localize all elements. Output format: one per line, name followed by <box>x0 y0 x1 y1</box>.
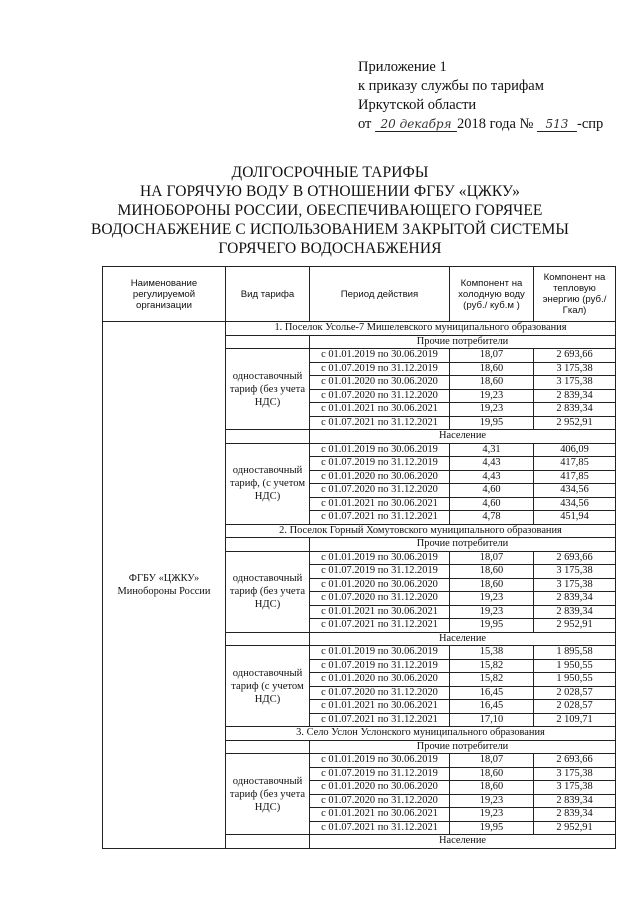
cold-water-cell: 18,60 <box>450 565 534 579</box>
period-cell: с 01.01.2021 по 30.06.2021 <box>310 700 450 714</box>
cold-water-cell: 15,38 <box>450 646 534 660</box>
cold-water-cell: 19,23 <box>450 592 534 606</box>
heat-energy-cell: 2 839,34 <box>534 592 616 606</box>
appendix-region-line: Иркутской области <box>358 97 477 113</box>
period-cell: с 01.07.2019 по 31.12.2019 <box>310 362 450 376</box>
cold-water-cell: 18,60 <box>450 578 534 592</box>
handwritten-date: 20 декабря <box>375 118 457 132</box>
period-cell: с 01.01.2021 по 30.06.2021 <box>310 605 450 619</box>
cold-water-cell: 19,23 <box>450 605 534 619</box>
section-title: 3. Село Услон Услонского муниципального образования <box>226 727 616 741</box>
group-blank-cell <box>226 835 310 849</box>
cold-water-cell: 4,60 <box>450 497 534 511</box>
period-cell: с 01.07.2020 по 31.12.2020 <box>310 592 450 606</box>
appendix-order-line: к приказу службы по тарифам <box>358 78 544 94</box>
document-title <box>60 163 600 258</box>
cold-water-cell: 19,23 <box>450 808 534 822</box>
cold-water-cell: 18,07 <box>450 551 534 565</box>
heat-energy-cell: 3 175,38 <box>534 578 616 592</box>
group-blank-cell <box>226 740 310 754</box>
heat-energy-cell: 2 693,66 <box>534 754 616 768</box>
heat-energy-cell: 2 028,57 <box>534 700 616 714</box>
cold-water-cell: 18,60 <box>450 362 534 376</box>
period-cell: с 01.07.2020 по 31.12.2020 <box>310 686 450 700</box>
handwritten-number: 513 <box>537 118 577 132</box>
period-cell: с 01.07.2020 по 31.12.2020 <box>310 794 450 808</box>
period-cell: с 01.01.2020 по 30.06.2020 <box>310 470 450 484</box>
period-cell: с 01.01.2019 по 30.06.2019 <box>310 443 450 457</box>
order-suffix: -спр <box>576 116 604 132</box>
cold-water-cell: 18,60 <box>450 781 534 795</box>
heat-energy-cell: 2 839,34 <box>534 605 616 619</box>
cold-water-cell: 4,43 <box>450 470 534 484</box>
tariff-type-cell: одноставочный тариф (без учета НДС) <box>226 349 310 430</box>
period-cell: с 01.01.2020 по 30.06.2020 <box>310 376 450 390</box>
heat-energy-cell: 434,56 <box>534 484 616 498</box>
group-blank-cell <box>226 538 310 552</box>
heat-energy-cell: 2 839,34 <box>534 808 616 822</box>
cold-water-cell: 19,95 <box>450 821 534 835</box>
heat-energy-cell: 3 175,38 <box>534 767 616 781</box>
title-line-1: ДОЛГОСРОЧНЫЕ ТАРИФЫ <box>231 164 429 181</box>
heat-energy-cell: 1 895,58 <box>534 646 616 660</box>
group-title: Прочие потребители <box>310 740 616 754</box>
period-cell: с 01.01.2020 по 30.06.2020 <box>310 781 450 795</box>
year-text: 2018 года № <box>457 116 534 132</box>
cold-water-cell: 19,23 <box>450 389 534 403</box>
cold-water-cell: 19,23 <box>450 403 534 417</box>
group-title: Население <box>310 835 616 849</box>
section-title: 1. Поселок Усолье-7 Мишелевского муниципального образования <box>226 322 616 336</box>
heat-energy-cell: 434,56 <box>534 497 616 511</box>
period-cell: с 01.01.2019 по 30.06.2019 <box>310 349 450 363</box>
heat-energy-cell: 2 109,71 <box>534 713 616 727</box>
appendix-block <box>358 58 603 134</box>
heat-energy-cell: 451,94 <box>534 511 616 525</box>
period-cell: с 01.07.2019 по 31.12.2019 <box>310 565 450 579</box>
header-cold-water: Компонент на холодную воду (руб./ куб.м ) <box>450 267 534 322</box>
date-prefix: от <box>358 116 372 132</box>
heat-energy-cell: 417,85 <box>534 457 616 471</box>
section-title: 2. Поселок Горный Хомутовского муниципального образования <box>226 524 616 538</box>
period-cell: с 01.07.2019 по 31.12.2019 <box>310 767 450 781</box>
appendix-date-line <box>358 115 603 134</box>
cold-water-cell: 16,45 <box>450 700 534 714</box>
title-line-4: ВОДОСНАБЖЕНИЕ С ИСПОЛЬЗОВАНИЕМ ЗАКРЫТОЙ СИСТЕМЫ <box>90 221 570 238</box>
title-line-3: МИНОБОРОНЫ РОССИИ, ОБЕСПЕЧИВАЮЩЕГО ГОРЯЧЕЕ <box>117 202 543 219</box>
period-cell: с 01.01.2019 по 30.06.2019 <box>310 551 450 565</box>
heat-energy-cell: 406,09 <box>534 443 616 457</box>
period-cell: с 01.01.2021 по 30.06.2021 <box>310 808 450 822</box>
cold-water-cell: 18,60 <box>450 767 534 781</box>
cold-water-cell: 19,23 <box>450 794 534 808</box>
heat-energy-cell: 2 839,34 <box>534 389 616 403</box>
tariff-type-cell: одноставочный тариф, (с учетом НДС) <box>226 443 310 524</box>
cold-water-cell: 18,07 <box>450 754 534 768</box>
group-title: Прочие потребители <box>310 538 616 552</box>
group-title: Население <box>310 632 616 646</box>
cold-water-cell: 19,95 <box>450 416 534 430</box>
cold-water-cell: 17,10 <box>450 713 534 727</box>
heat-energy-cell: 2 952,91 <box>534 821 616 835</box>
header-tariff-type: Вид тарифа <box>226 267 310 322</box>
heat-energy-cell: 3 175,38 <box>534 565 616 579</box>
heat-energy-cell: 2 839,34 <box>534 794 616 808</box>
header-period: Период действия <box>310 267 450 322</box>
section-row <box>103 322 616 336</box>
heat-energy-cell: 2 839,34 <box>534 403 616 417</box>
cold-water-cell: 4,78 <box>450 511 534 525</box>
header-heat-energy: Компонент на тепловую энергию (руб./Гкал) <box>534 267 616 322</box>
cold-water-cell: 18,60 <box>450 376 534 390</box>
heat-energy-cell: 2 952,91 <box>534 619 616 633</box>
group-blank-cell <box>226 430 310 444</box>
tariff-type-cell: одноставочный тариф (с учетом НДС) <box>226 646 310 727</box>
heat-energy-cell: 3 175,38 <box>534 781 616 795</box>
period-cell: с 01.01.2019 по 30.06.2019 <box>310 754 450 768</box>
period-cell: с 01.07.2019 по 31.12.2019 <box>310 457 450 471</box>
period-cell: с 01.07.2021 по 31.12.2021 <box>310 713 450 727</box>
heat-energy-cell: 2 952,91 <box>534 416 616 430</box>
heat-energy-cell: 2 693,66 <box>534 349 616 363</box>
cold-water-cell: 15,82 <box>450 673 534 687</box>
period-cell: с 01.01.2021 по 30.06.2021 <box>310 497 450 511</box>
cold-water-cell: 16,45 <box>450 686 534 700</box>
group-blank-cell <box>226 632 310 646</box>
period-cell: с 01.01.2019 по 30.06.2019 <box>310 646 450 660</box>
period-cell: с 01.07.2021 по 31.12.2021 <box>310 821 450 835</box>
heat-energy-cell: 3 175,38 <box>534 376 616 390</box>
cold-water-cell: 4,43 <box>450 457 534 471</box>
period-cell: с 01.01.2021 по 30.06.2021 <box>310 403 450 417</box>
heat-energy-cell: 2 693,66 <box>534 551 616 565</box>
appendix-title: Приложение 1 <box>358 59 447 75</box>
heat-energy-cell: 1 950,55 <box>534 673 616 687</box>
period-cell: с 01.07.2020 по 31.12.2020 <box>310 484 450 498</box>
header-org: Наименование регулируемой организации <box>103 267 226 322</box>
period-cell: с 01.01.2020 по 30.06.2020 <box>310 578 450 592</box>
group-title: Население <box>310 430 616 444</box>
period-cell: с 01.07.2019 по 31.12.2019 <box>310 659 450 673</box>
heat-energy-cell: 417,85 <box>534 470 616 484</box>
period-cell: с 01.01.2020 по 30.06.2020 <box>310 673 450 687</box>
period-cell: с 01.07.2021 по 31.12.2021 <box>310 511 450 525</box>
org-name-cell: ФГБУ «ЦЖКУ» Минобороны России <box>103 322 226 849</box>
group-title: Прочие потребители <box>310 335 616 349</box>
tariff-type-cell: одноставочный тариф (без учета НДС) <box>226 754 310 835</box>
cold-water-cell: 4,31 <box>450 443 534 457</box>
tariff-type-cell: одноставочный тариф (без учета НДС) <box>226 551 310 632</box>
heat-energy-cell: 2 028,57 <box>534 686 616 700</box>
heat-energy-cell: 3 175,38 <box>534 362 616 376</box>
title-line-5: ГОРЯЧЕГО ВОДОСНАБЖЕНИЯ <box>218 240 442 257</box>
title-line-2: НА ГОРЯЧУЮ ВОДУ В ОТНОШЕНИИ ФГБУ «ЦЖКУ» <box>140 183 520 200</box>
cold-water-cell: 4,60 <box>450 484 534 498</box>
group-blank-cell <box>226 335 310 349</box>
period-cell: с 01.07.2021 по 31.12.2021 <box>310 619 450 633</box>
heat-energy-cell: 1 950,55 <box>534 659 616 673</box>
tariff-table <box>102 266 616 849</box>
cold-water-cell: 18,07 <box>450 349 534 363</box>
period-cell: с 01.07.2020 по 31.12.2020 <box>310 389 450 403</box>
period-cell: с 01.07.2021 по 31.12.2021 <box>310 416 450 430</box>
table-header-row <box>103 267 616 322</box>
cold-water-cell: 15,82 <box>450 659 534 673</box>
cold-water-cell: 19,95 <box>450 619 534 633</box>
